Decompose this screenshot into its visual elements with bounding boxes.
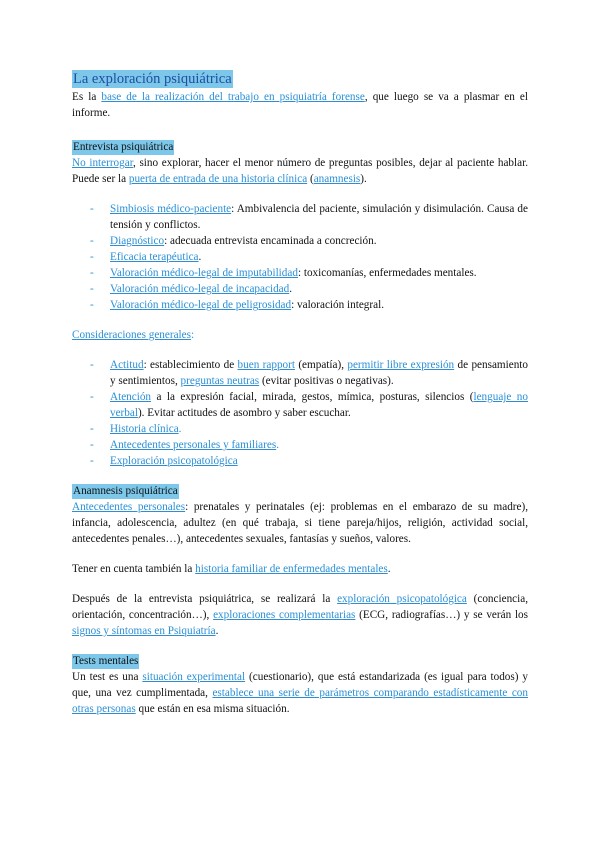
list-item-link[interactable]: Antecedentes personales y familiares <box>110 439 277 451</box>
list-item-text: : establecimiento de <box>143 359 238 371</box>
list-item <box>72 421 528 437</box>
list-item-text: . <box>276 439 279 451</box>
bullet-dash: - <box>90 455 94 467</box>
actitud-link[interactable]: Actitud <box>110 359 144 371</box>
entrevista-text-2: ( <box>307 173 314 185</box>
list-item-text: : toxicomanías, enfermedades mentales. <box>297 267 477 279</box>
list-item-link[interactable]: Valoración médico-legal de imputabilidad <box>110 267 298 279</box>
bullet-dash: - <box>90 439 94 451</box>
anamnesis-text: (conciencia, orientación, concentración…), <box>72 593 528 621</box>
anamnesis-paragraph-3 <box>72 591 528 639</box>
historia-familiar-link[interactable]: historia familiar de enfermedades mentales <box>195 563 388 575</box>
intro-link[interactable]: base de la realización del trabajo en psiquiatría forense <box>101 91 365 103</box>
section-heading-anamnesis: Anamnesis psiquiátrica <box>73 485 178 497</box>
antecedentes-personales-link[interactable]: Antecedentes personales <box>72 501 186 513</box>
anamnesis-paragraph-1 <box>72 499 528 547</box>
bullet-dash: - <box>90 391 94 403</box>
anamnesis-text: . <box>387 563 391 575</box>
anamnesis-text: (ECG, radiografías…) y se verán los <box>355 609 528 621</box>
page-title: La exploración psiquiátrica <box>73 71 232 87</box>
bullet-dash: - <box>90 423 94 435</box>
list-item-text: : Ambivalencia del paciente, simulación y disimulación. Causa de tensión y conflictos. <box>110 203 528 231</box>
document-page <box>72 70 528 717</box>
parametros-link[interactable]: establece una serie de parámetros comparando estadísticamente con otras personas <box>72 687 528 715</box>
bullet-dash: - <box>90 203 94 215</box>
entrevista-list <box>72 201 528 313</box>
libre-expresion-link[interactable]: permitir libre expresión <box>347 359 455 371</box>
consideraciones-link[interactable]: Consideraciones generales <box>72 329 191 341</box>
list-item-text: . <box>289 283 293 295</box>
list-item-text: : adecuada entrevista encaminada a concreción. <box>164 235 377 247</box>
rapport-link[interactable]: buen rapport <box>237 359 295 371</box>
list-item-text: (empatía), <box>294 359 348 371</box>
list-item-link[interactable]: Eficacia terapéutica <box>110 251 199 263</box>
no-interrogar-link[interactable]: No interrogar <box>72 157 133 169</box>
tests-text: que están en esa misma situación. <box>135 703 290 715</box>
list-item-text: (evitar positivas o negativas). <box>259 375 394 387</box>
consideraciones-colon: : <box>190 329 195 341</box>
list-item-actitud <box>72 357 528 389</box>
list-item-link[interactable]: Valoración médico-legal de incapacidad <box>110 283 290 295</box>
lenguaje-no-verbal-link[interactable]: lenguaje no verbal <box>110 391 528 419</box>
exploraciones-complementarias-link[interactable]: exploraciones complementarias <box>213 609 356 621</box>
tests-text: (cuestionario), que está estandarizada (es igual para todos) y que, una vez cumplimentada, <box>72 671 528 699</box>
section-heading-tests: Tests mentales <box>73 655 139 667</box>
list-item <box>72 297 528 313</box>
intro-text-2: , que luego se va a plasmar en el informe. <box>72 91 528 119</box>
bullet-dash: - <box>90 235 94 247</box>
bullet-dash: - <box>90 359 94 371</box>
list-item-link[interactable]: Diagnóstico <box>110 235 165 247</box>
anamnesis-text: Después de la entrevista psiquiátrica, se realizará la <box>72 593 338 605</box>
preguntas-neutras-link[interactable]: preguntas neutras <box>180 375 260 387</box>
puerta-entrada-link[interactable]: puerta de entrada de una historia clínica <box>128 173 308 185</box>
anamnesis-link[interactable]: anamnesis <box>313 173 361 185</box>
list-item-text: . <box>178 423 182 435</box>
anamnesis-text: . <box>215 625 219 637</box>
bullet-dash: - <box>90 283 94 295</box>
entrevista-text-3: ). <box>360 173 367 185</box>
intro-paragraph <box>72 89 528 121</box>
list-item-link[interactable]: Simbiosis médico-paciente <box>110 203 232 215</box>
entrevista-paragraph <box>72 155 528 187</box>
list-item-link[interactable]: Valoración médico-legal de peligrosidad <box>110 299 292 311</box>
intro-text: Es la <box>72 91 102 103</box>
list-item <box>72 437 528 453</box>
list-item-link[interactable]: Historia clínica <box>110 423 179 435</box>
list-item-text: de pensamiento y sentimientos, <box>110 359 528 387</box>
anamnesis-text: : prenatales y perinatales (ej: problemas en el embarazo de su madre), infancia, adolescencia, adultez (en qué trabaja, si tiene pareja/hijos, religión, actividad social, antecedentes penales…), antecedentes sexuales, fantasías y sueños, valores. <box>72 501 529 545</box>
bullet-dash: - <box>90 251 94 263</box>
tests-text: Un test es una <box>72 671 143 683</box>
entrevista-text: , sino explorar, hacer el menor número de preguntas posibles, dejar al paciente hablar. Puede ser la <box>72 157 528 185</box>
atencion-link[interactable]: Atención <box>110 391 152 403</box>
anamnesis-text: Tener en cuenta también la <box>72 563 196 575</box>
list-item-text: a la expresión facial, mirada, gestos, mímica, posturas, silencios ( <box>151 391 474 403</box>
consideraciones-list <box>72 357 528 469</box>
bullet-dash: - <box>90 299 94 311</box>
signos-sintomas-link[interactable]: signos y síntomas en Psiquiatría <box>72 625 216 637</box>
situacion-experimental-link[interactable]: situación experimental <box>142 671 246 683</box>
list-item-text: . <box>198 251 202 263</box>
section-heading-entrevista: Entrevista psiquiátrica <box>73 141 174 153</box>
list-item <box>72 453 528 469</box>
list-item-text: : valoración integral. <box>291 299 384 311</box>
list-item-link[interactable]: Exploración psicopatológica <box>110 455 238 467</box>
list-item <box>72 265 528 281</box>
tests-paragraph <box>72 669 528 717</box>
list-item-atencion <box>72 389 528 421</box>
list-item <box>72 281 528 297</box>
list-item <box>72 233 528 249</box>
anamnesis-paragraph-2 <box>72 561 528 577</box>
list-item <box>72 249 528 265</box>
bullet-dash: - <box>90 267 94 279</box>
consideraciones-heading <box>72 327 528 343</box>
list-item-text: ). Evitar actitudes de asombro y saber escuchar. <box>137 407 351 419</box>
list-item <box>72 201 528 233</box>
exploracion-psicopatologica-link[interactable]: exploración psicopatológica <box>337 593 467 605</box>
